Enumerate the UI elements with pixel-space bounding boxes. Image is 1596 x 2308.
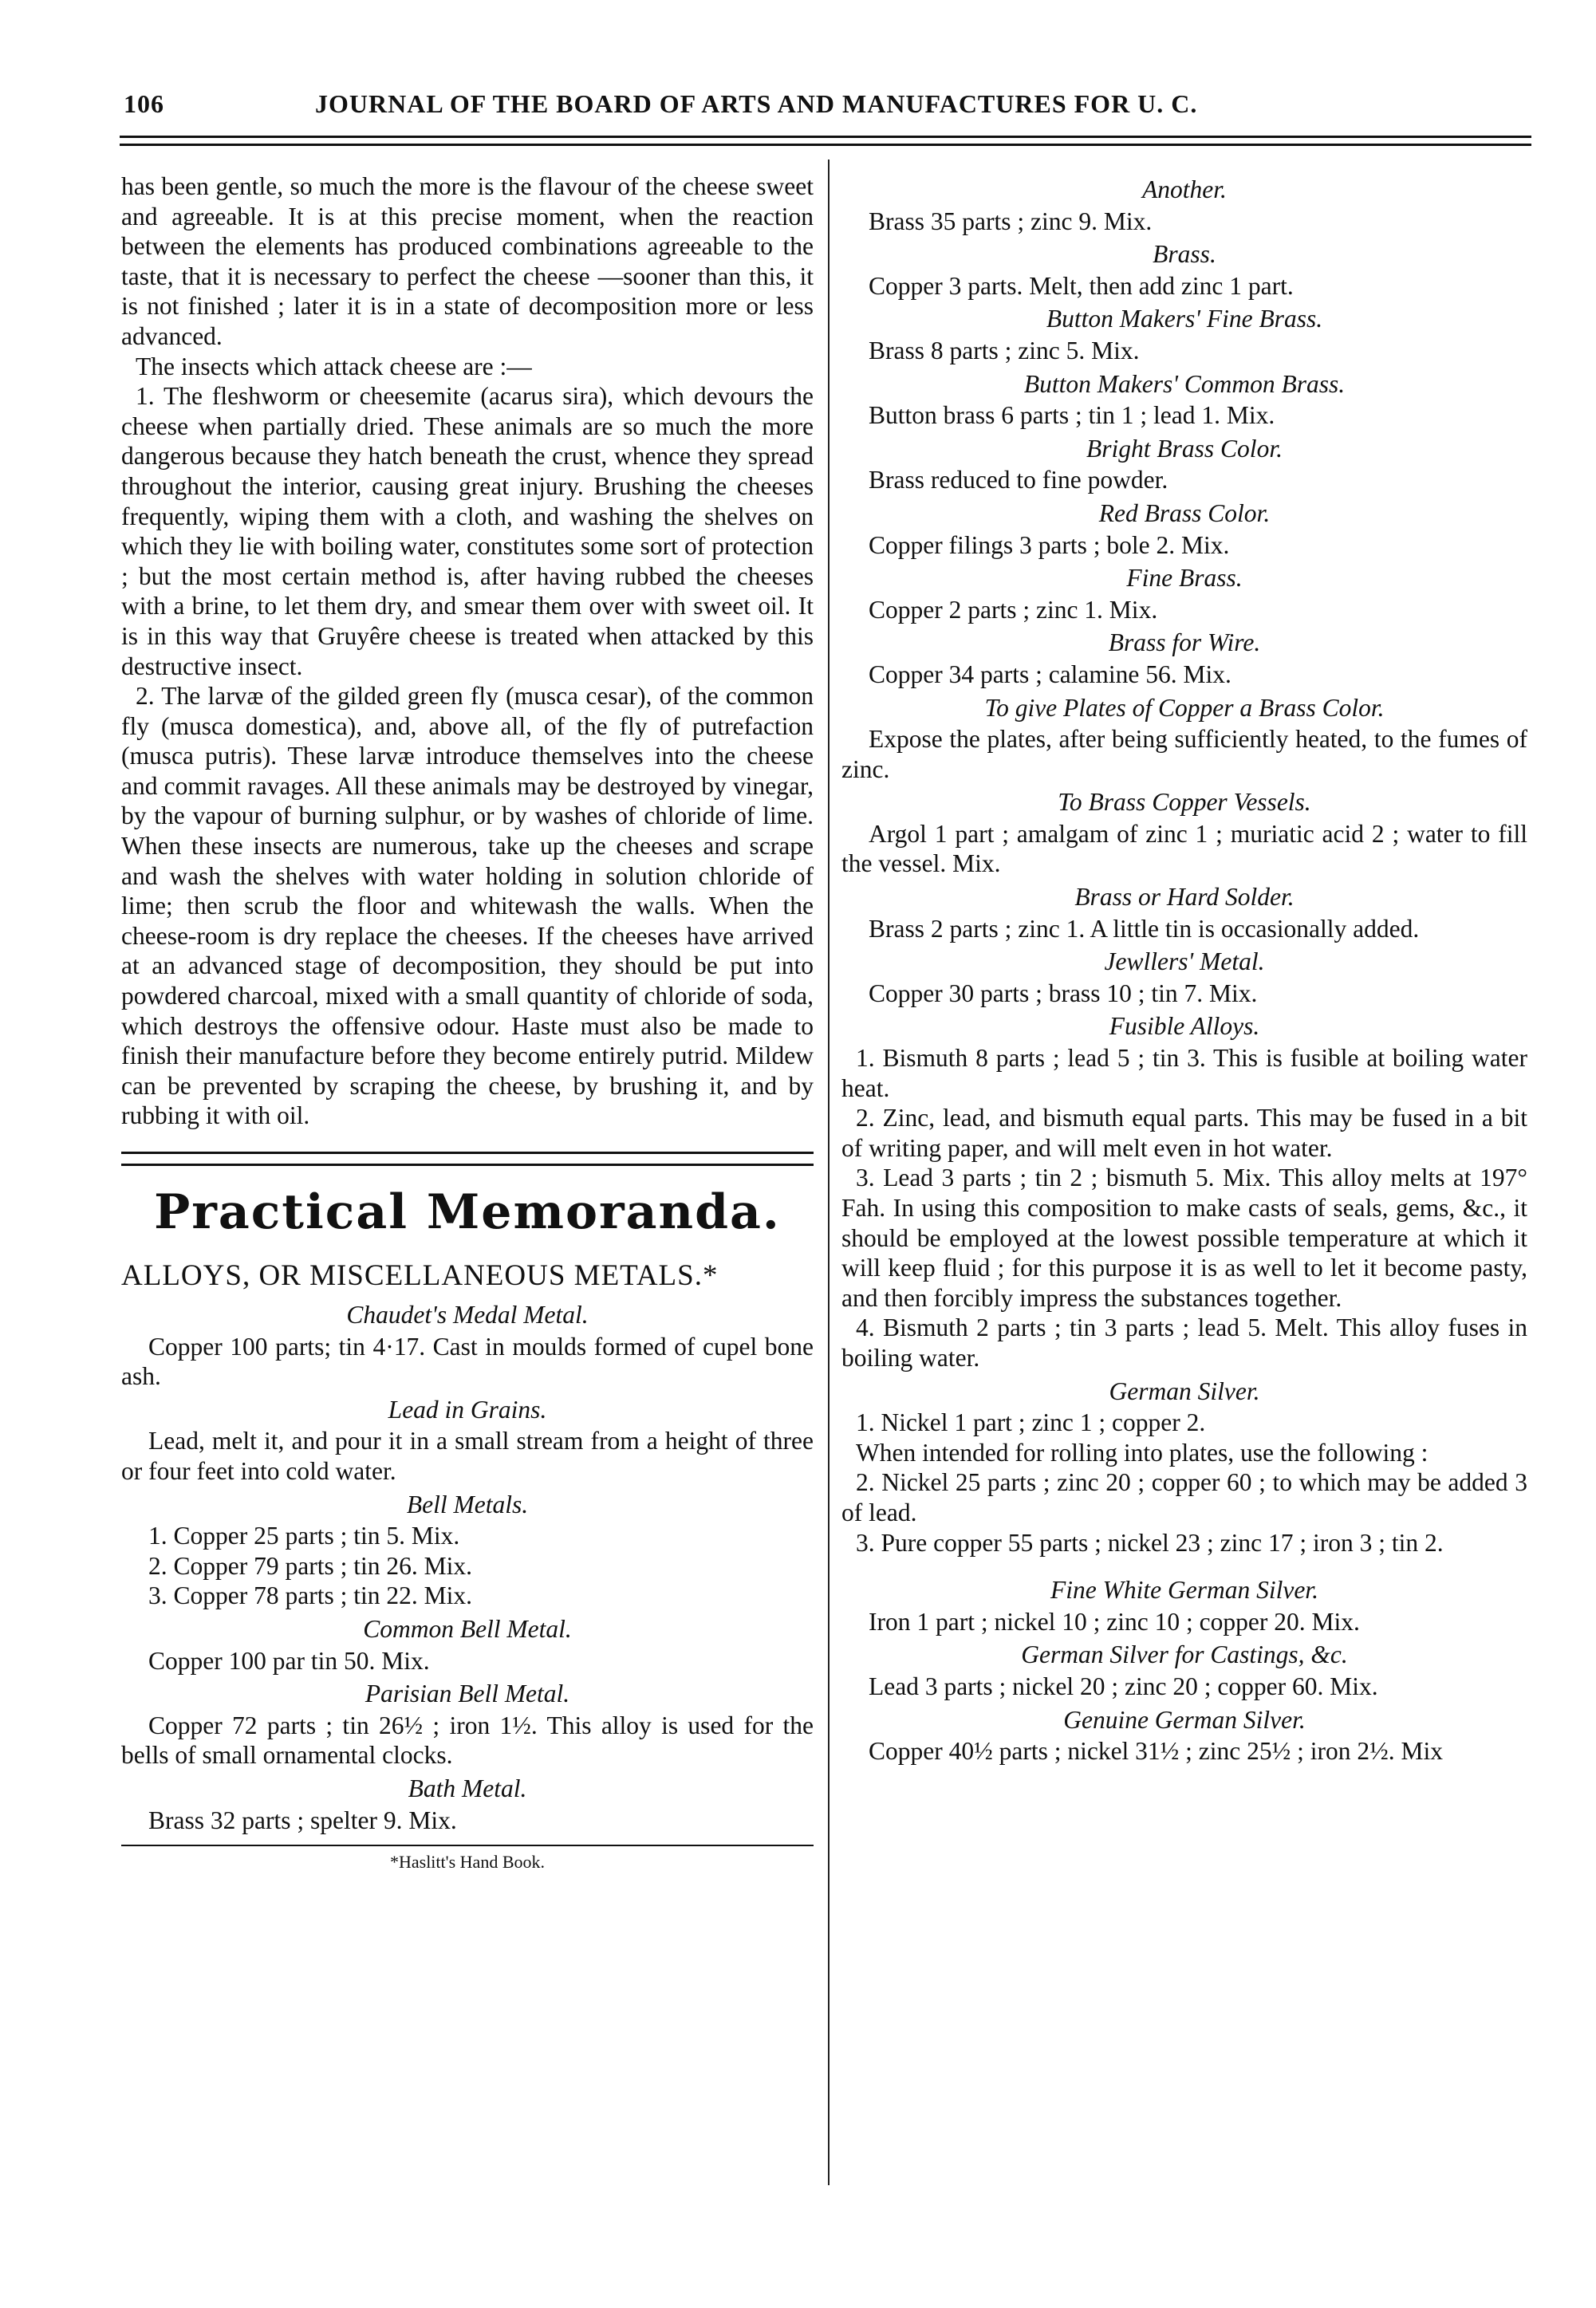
german-silver-item: When intended for rolling into plates, use the following : [856,1438,1429,1467]
german-castings-recipe: Lead 3 parts ; nickel 20 ; zinc 20 ; copper 60. Mix. [869,1672,1378,1700]
fusible-item: 3. Lead 3 parts ; tin 2 ; bismuth 5. Mix. This alloy melts at 197° Fah. In using this composition to make casts of seals, gems, &c., it should be employed at the lowest possible temperature at which it will keep fluid ; for this purpose it is as well to let it become pasty, and then forcibly impress the substances together. [841,1164,1527,1312]
german-silver-heading: German Silver. [1109,1377,1260,1405]
fine-brass-recipe: Copper 2 parts ; zinc 1. Mix. [869,595,1158,624]
lead-grains-heading: Lead in Grains. [388,1395,547,1424]
running-head [124,89,1527,129]
fusible-item: 4. Bismuth 2 parts ; tin 3 parts ; lead 5. Melt. This alloy fuses in boiling water. [841,1314,1527,1372]
fusible-item: 2. Zinc, lead, and bismuth equal parts. This may be fused in a bit of writing paper, and will melt even in hot water. [841,1104,1527,1162]
alloys-heading: ALLOYS, OR MISCELLANEOUS METALS.* [121,1259,719,1292]
bath-metal-heading: Bath Metal. [408,1774,527,1802]
footnote-rule [121,1845,814,1846]
parisian-bell-heading: Parisian Bell Metal. [365,1680,570,1708]
german-silver-item: 3. Pure copper 55 parts ; nickel 23 ; zinc 17 ; iron 3 ; tin 2. [856,1528,1444,1557]
button-makers-fine-recipe: Brass 8 parts ; zinc 5. Mix. [869,336,1140,364]
footnote: *Haslitt's Hand Book. [389,1852,545,1873]
fine-white-german-recipe: Iron 1 part ; nickel 10 ; zinc 10 ; copper 20. Mix. [869,1607,1360,1636]
plates-brass-color-recipe: Expose the plates, after being sufficiently heated, to the fumes of zinc. [841,725,1527,783]
practical-memoranda-title: Practical Memoranda. [154,1184,781,1240]
bell-metal-item: 3. Copper 78 parts ; tin 22. Mix. [148,1581,472,1610]
left-column [121,171,814,1873]
header-rule-top [120,136,1531,138]
brass-wire-heading: Brass for Wire. [1108,628,1261,657]
brass-heading: Brass. [1153,240,1216,269]
chaudet-recipe: Copper 100 parts; tin 4·17. Cast in moulds formed of cupel bone ash. [121,1332,814,1391]
genuine-german-recipe: Copper 40½ parts ; nickel 31½ ; zinc 25½ ; iron 2½. Mix [869,1737,1444,1766]
bell-metal-item: 2. Copper 79 parts ; tin 26. Mix. [148,1551,472,1580]
spacer [841,1558,1527,1572]
red-brass-recipe: Copper filings 3 parts ; bole 2. Mix. [869,530,1230,559]
hard-solder-heading: Brass or Hard Solder. [1074,883,1295,912]
common-bell-recipe: Copper 100 par tin 50. Mix. [148,1646,430,1675]
jewllers-metal-recipe: Copper 30 parts ; brass 10 ; tin 7. Mix. [869,979,1258,1007]
fine-white-german-heading: Fine White German Silver. [1050,1576,1318,1605]
header-rule-bottom [120,144,1531,146]
another-heading: Another. [1142,175,1227,203]
bright-brass-recipe: Brass reduced to fine powder. [869,466,1168,494]
common-bell-heading: Common Bell Metal. [363,1614,572,1643]
chaudet-heading: Chaudet's Medal Metal. [346,1301,589,1329]
brass-recipe: Copper 3 parts. Melt, then add zinc 1 part. [869,271,1294,300]
button-makers-common-heading: Button Makers' Common Brass. [1023,369,1346,398]
button-makers-fine-heading: Button Makers' Fine Brass. [1046,305,1323,333]
german-silver-item: 1. Nickel 1 part ; zinc 1 ; copper 2. [856,1408,1206,1437]
bright-brass-heading: Bright Brass Color. [1086,434,1283,463]
parisian-bell-recipe: Copper 72 parts ; tin 26½ ; iron 1½. This alloy is used for the bells of small ornamental clocks. [121,1711,814,1770]
button-makers-common-recipe: Button brass 6 parts ; tin 1 ; lead 1. Mix. [869,401,1275,430]
section-double-rule [121,1152,814,1166]
larvae-paragraph: 2. The larvæ of the gilded green fly (musca cesar), of the common fly (musca domestica), and, above all, of the fly of putrefaction (musca putris). These larvæ introduce themselves into the cheese and commit ravages. All these animals may be destroyed by vinegar, by the vapour of burning sulphur, or by washes of chloride of lime. When these insects are numerous, take up the cheeses and scrape and wash the shelves with water holding in solution chloride of lime; then scrub the floor and whitewash the walls. When the cheese-room is dry replace the cheeses. If the cheeses have arrived at an advanced stage of decomposition, they should be put into powdered charcoal, mixed with a small quantity of chloride of soda, which destroys the offensive odour. Haste must also be made to finish their manufacture before they become entirely putrid. Mildew can be prevented by scraping the cheese, by brushing it, and by rubbing it with oil. [121,682,814,1130]
cheese-paragraph-continued: has been gentle, so much the more is the flavour of the cheese sweet and agreeable. It is at this precise moment, when the reaction between the elements has produced combinations agreeable to the taste, that it is necessary to perfect the cheese —sooner than this, it is not finished ; later it is in a state of decomposition more or less advanced. [121,172,814,350]
jewllers-metal-heading: Jewllers' Metal. [1104,947,1265,976]
bell-metal-item: 1. Copper 25 parts ; tin 5. Mix. [148,1522,460,1550]
fine-brass-heading: Fine Brass. [1126,564,1243,593]
german-silver-item: 2. Nickel 25 parts ; zinc 20 ; copper 60 ; to which may be added 3 of lead. [841,1468,1527,1526]
brass-vessels-recipe: Argol 1 part ; amalgam of zinc 1 ; muriatic acid 2 ; water to fill the vessel. Mix. [841,819,1527,878]
column-divider [828,160,830,2185]
fusible-item: 1. Bismuth 8 parts ; lead 5 ; tin 3. This is fusible at boiling water heat. [841,1044,1527,1102]
brass-vessels-heading: To Brass Copper Vessels. [1058,788,1311,817]
german-castings-heading: German Silver for Castings, &c. [1021,1640,1348,1669]
hard-solder-recipe: Brass 2 parts ; zinc 1. A little tin is occasionally added. [869,914,1420,943]
another-recipe: Brass 35 parts ; zinc 9. Mix. [869,207,1153,235]
lead-grains-recipe: Lead, melt it, and pour it in a small stream from a height of three or four feet into cold water. [121,1427,814,1485]
journal-title: JOURNAL OF THE BOARD OF ARTS AND MANUFACTURES FOR U. C. [315,89,1198,118]
genuine-german-heading: Genuine German Silver. [1063,1705,1306,1734]
bath-metal-recipe: Brass 32 parts ; spelter 9. Mix. [148,1806,457,1834]
bell-metals-heading: Bell Metals. [406,1490,529,1518]
right-column [841,171,1527,1766]
page-number: 106 [124,89,164,118]
plates-brass-color-heading: To give Plates of Copper a Brass Color. [984,693,1385,722]
cheesemite-paragraph: 1. The fleshworm or cheesemite (acarus sira), which devours the cheese when partially dried. These animals are so much the more dangerous because they hatch beneath the crust, whence they spread throughout the interior, causing great injury. Brushing the cheeses frequently, wiping them with a cloth, and washing the shelves on which they lie with boiling water, constitutes some sort of protection ; but the most certain method is, after having rubbed the cheeses with a brine, to let them dry, and smear them over with sweet oil. It is in this way that Gruyêre cheese is treated when attacked by this destructive insect. [121,382,814,680]
insects-intro: The insects which attack cheese are :— [136,352,532,380]
fusible-alloys-heading: Fusible Alloys. [1109,1012,1260,1041]
red-brass-heading: Red Brass Color. [1098,498,1271,527]
brass-wire-recipe: Copper 34 parts ; calamine 56. Mix. [869,660,1231,688]
